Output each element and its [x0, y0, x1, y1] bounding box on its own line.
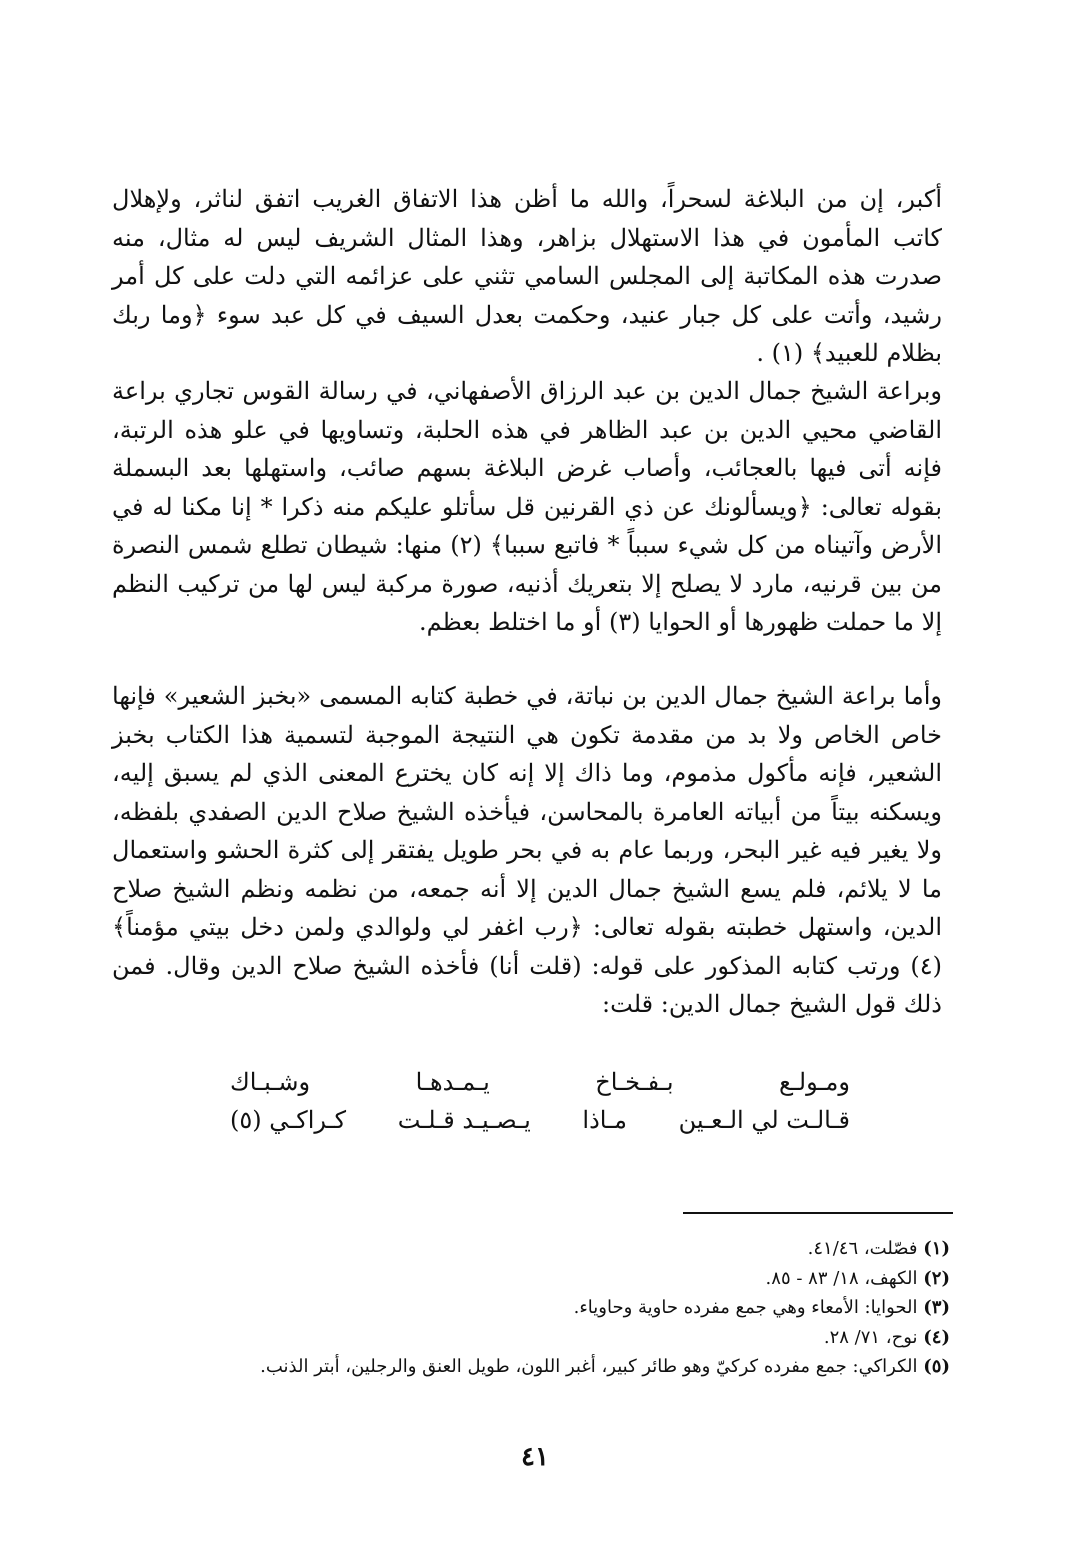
- footnote-4: [160, 1323, 950, 1353]
- poem-line-1-part-4: وشـبـاك: [230, 1068, 311, 1096]
- footnote-divider: [683, 1212, 953, 1214]
- footnote-4-number: (٤): [923, 1326, 950, 1348]
- paragraph-3-text: وأما براعة الشيخ جمال الدين بن نباتة، في خطبة كتابه المسمى «بخبز الشعير» فإنها خاص الخاص ولا بد من مقدمة تكون هي النتيجة الموجبة لتسمية هذا الكتاب بخبز الشعير، فإنه مأكول مذموم، وما ذاك إلا إنه كان يخترع المعنى الذي لم يسبق إليه، ويسكنه بيتاً من أبياته العامرة بالمحاسن، فيأخذه الشيخ صلاح الدين الصفدي بلفظه، ولا يغير فيه غير البحر، وربما عام به في بحر طويل يفتقر إلى كثرة الحشو واستعمال ما لا يلائم، فلم يسع الشيخ جمال الدين إلا أنه جمعه، من نظمه ونظم الشيخ صلاح الدين، واستهل خطبته بقوله تعالى: ﴿رب اغفر لي ولوالدي ولمن دخل بيتي مؤمناً﴾ (٤) ورتب كتابه المذكور على قوله: (قلت أنا) فأخذه الشيخ صلاح الدين وقال. فمن ذلك قول الشيخ جمال الدين: قلت:: [112, 682, 942, 1018]
- paragraph-1: [112, 180, 942, 373]
- footnote-2-number: (٢): [923, 1267, 950, 1289]
- poem-line-1: [230, 1063, 850, 1101]
- poem-line-2-part-2: مـاذا: [582, 1106, 627, 1134]
- footnote-3-number: (٣): [923, 1297, 950, 1318]
- paragraph-3: [112, 677, 942, 1024]
- footnote-3: [160, 1293, 950, 1323]
- paragraph-2: [112, 372, 942, 642]
- footnote-5-number: (٥): [923, 1356, 950, 1377]
- poem-line-1-part-2: بـفـخـاخ: [595, 1068, 674, 1096]
- footnotes: [160, 1234, 950, 1382]
- poem-line-1-part-3: يـمـدهـا: [415, 1068, 490, 1096]
- poem-line-1-part-1: ومـولـع: [779, 1068, 850, 1096]
- footnote-2: [160, 1264, 950, 1294]
- footnote-1-text: فصّلت، ٤١/٤٦.: [807, 1238, 918, 1259]
- paragraph-2-text: وبراعة الشيخ جمال الدين بن عبد الرزاق الأصفهاني، في رسالة القوس تجاري براعة القاضي محيي الدين بن عبد الظاهر في هذه الحلبة، وتساويها في علو هذه الرتبة، فإنه أتى فيها بالعجائب، وأصاب غرض البلاغة بسهم صائب، واستهلها بعد البسملة بقوله تعالى: ﴿ويسألونك عن ذي القرنين قل سأتلو عليكم منه ذكرا * إنا مكنا له في الأرض وآتيناه من كل شيء سبباً * فاتبع سببا﴾ (٢) منها: شيطان تطلع شمس النصرة من بين قرنيه، مارد لا يصلح إلا بتعريك أذنيه، صورة مركبة ليس لها من تركيب النظم إلا ما حملت ظهورها أو الحوايا (٣) أو ما اختلط بعظم.: [112, 377, 942, 636]
- poem-verse: [230, 1063, 850, 1139]
- paragraph-1-text: أكبر، إن من البلاغة لسحراً، والله ما أظن هذا الاتفاق الغريب اتفق لناثر، ولإهلال كاتب المأمون في هذا الاستهلال بزاهر، وهذا المثال الشريف ليس له مثال، منه صدرت هذه المكاتبة إلى المجلس السامي تثني على عزائمه التي دلت على كل أمر رشيد، وأتت على كل جبار عنيد، وحكمت بعدل السيف في كل عبد سوء ﴿وما ربك بظلام للعبيد﴾ (١) .: [112, 185, 942, 367]
- footnote-3-text: الحوايا: الأمعاء وهي جمع مفرده حاوية وحاوياء.: [573, 1297, 918, 1318]
- footnote-2-text: الكهف، ١٨/ ٨٣ - ٨٥.: [765, 1267, 918, 1289]
- poem-line-2: [230, 1101, 850, 1139]
- poem-line-2-part-1: قـالـت لي الـعـين: [678, 1106, 850, 1134]
- footnote-5: [160, 1352, 950, 1382]
- footnote-1-number: (١): [923, 1238, 950, 1259]
- poem-line-2-part-3: يـصـيـد قـلـت: [397, 1106, 531, 1134]
- footnote-4-text: نوح، ٧١/ ٢٨.: [823, 1326, 918, 1348]
- footnote-5-text: الكراكي: جمع مفرده كركيّ وهو طائر كبير، أغبر اللون، طويل العنق والرجلين، أبتر الذنب.: [260, 1356, 918, 1377]
- footnote-1: [160, 1234, 950, 1264]
- poem-line-2-part-4: كـراكـي (٥): [230, 1106, 347, 1134]
- page-number: ٤١: [521, 1442, 549, 1472]
